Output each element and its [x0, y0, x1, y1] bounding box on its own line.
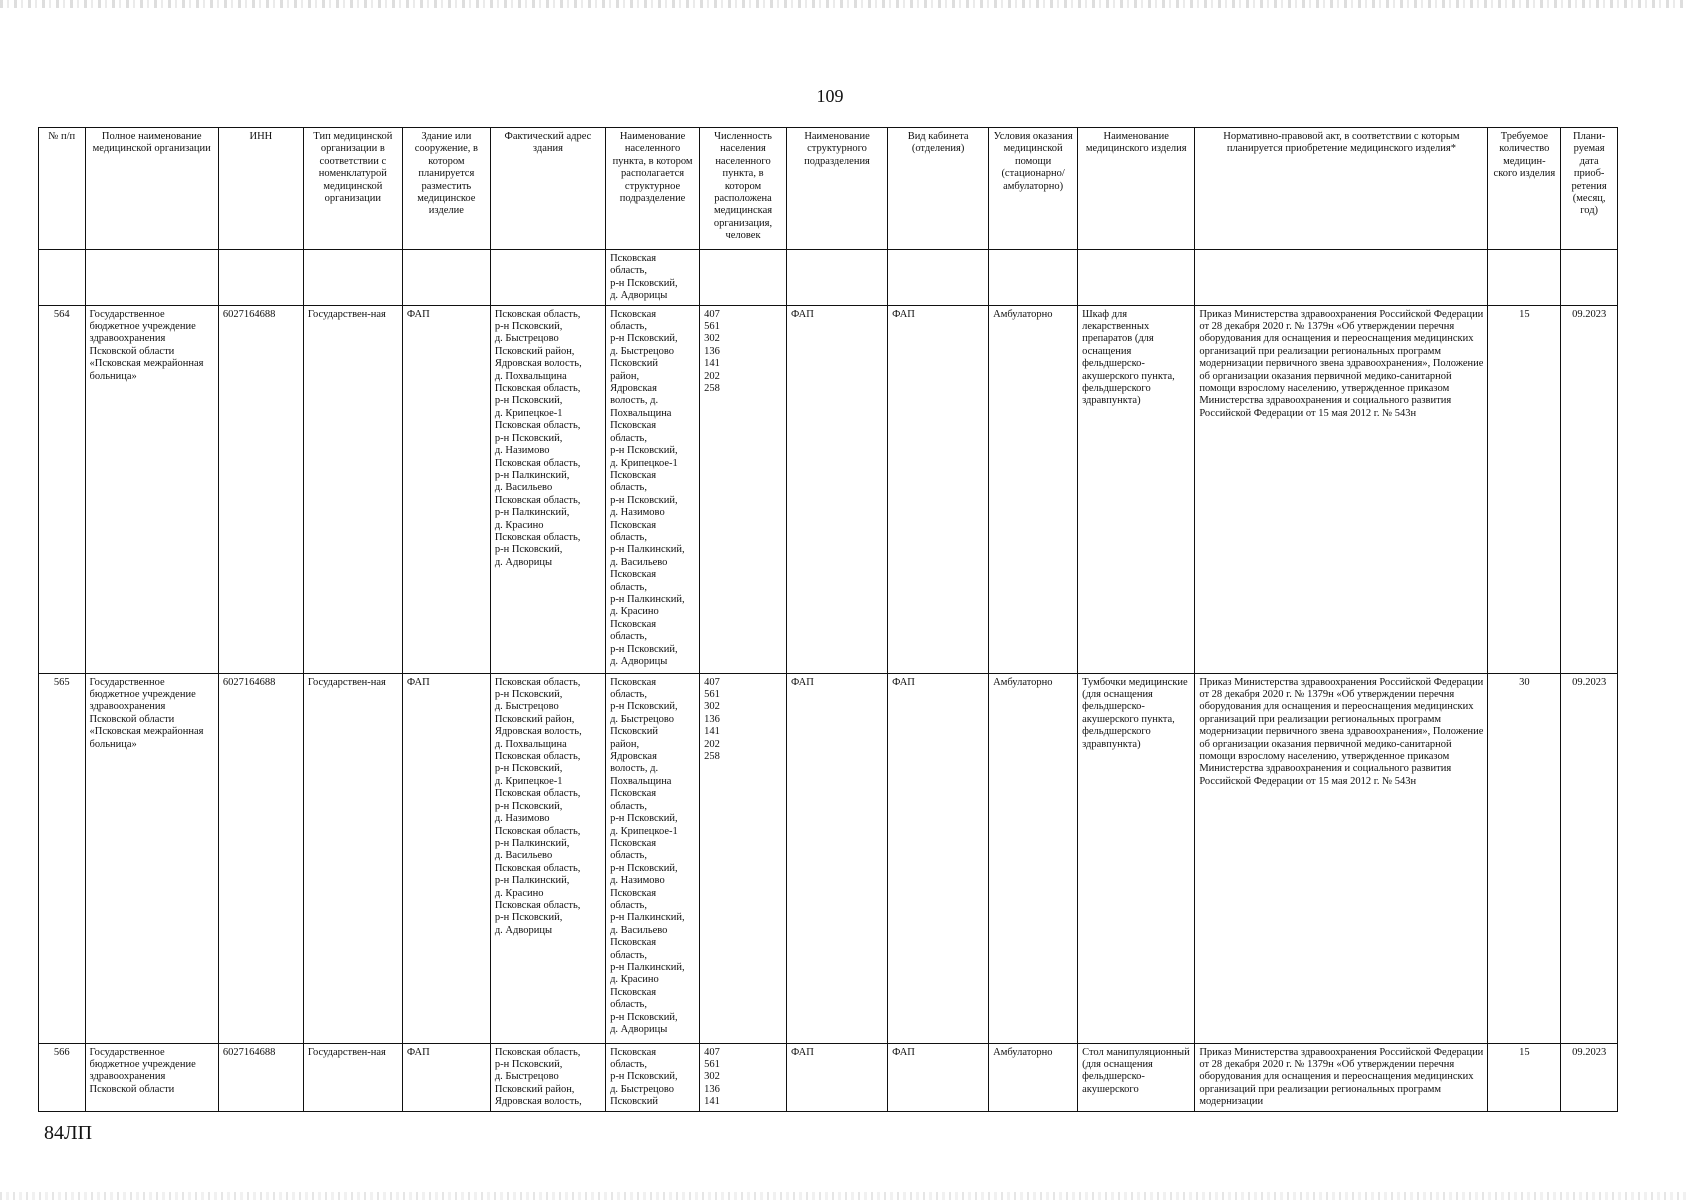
cell-address: Псковская область, р-н Псковский, д. Быстрецово Псковский район, Ядровская волость,	[490, 1043, 605, 1111]
cell-empty	[700, 250, 787, 306]
cell-empty	[786, 250, 887, 306]
col-header-subdivision: Наименование структурного подразделения	[786, 128, 887, 250]
cell-building: ФАП	[402, 1043, 490, 1111]
scan-edge-top	[0, 0, 1686, 8]
cell-date: 09.2023	[1561, 673, 1618, 1043]
col-header-date: Плани-руемая дата приоб-ретения (месяц, год)	[1561, 128, 1618, 250]
cell-empty	[490, 250, 605, 306]
cell-address: Псковская область, р-н Псковский, д. Быстрецово Псковский район, Ядровская волость, д. Похвальщина Псковская область, р-н Псковский, д. Крипецкое-1 Псковская область, р-н Псковский, д. Назимово Псковская область, р-н Палкинский, д. Васильево Псковская область, р-н Палкинский, д. Красино Псковская область, р-н Псковский, д. Адворицы	[490, 305, 605, 673]
cell-org-type: Государствен-ная	[303, 1043, 402, 1111]
col-header-number: № п/п	[39, 128, 86, 250]
table-row	[39, 1043, 1618, 1111]
cell-empty	[218, 250, 303, 306]
cell-subdivision: ФАП	[786, 305, 887, 673]
cell-number: 564	[39, 305, 86, 673]
cell-org-name: Государственное бюджетное учреждение здравоохранения Псковской области «Псковская межрайонная больница»	[85, 305, 218, 673]
cell-legal-act: Приказ Министерства здравоохранения Российской Федерации от 28 декабря 2020 г. № 1379н «Об утверждении перечня оборудования для оснащения и переоснащения медицинских организаций при реализации региональных программ модернизации первичного звена здравоохранения», Положение об организации оказания первичной медико-санитарной помощи взрослому населению, утвержденное приказом Министерства здравоохранения и социального развития Российской Федерации от 15 мая 2012 г. № 543н	[1195, 673, 1488, 1043]
cell-building: ФАП	[402, 305, 490, 673]
cell-inn: 6027164688	[218, 305, 303, 673]
table-header-row	[39, 128, 1618, 250]
col-header-org-name: Полное наименование медицинской организации	[85, 128, 218, 250]
cell-inn: 6027164688	[218, 1043, 303, 1111]
cell-legal-act: Приказ Министерства здравоохранения Российской Федерации от 28 декабря 2020 г. № 1379н «Об утверждении перечня оборудования для оснащения и переоснащения медицинских организаций при реализации региональных программ модернизации первичного звена здравоохранения», Положение об организации оказания первичной медико-санитарной помощи взрослому населению, утвержденное приказом Министерства здравоохранения и социального развития Российской Федерации от 15 мая 2012 г. № 543н	[1195, 305, 1488, 673]
cell-quantity: 15	[1488, 1043, 1561, 1111]
scan-edge-bottom	[0, 1192, 1686, 1200]
cell-number: 566	[39, 1043, 86, 1111]
page-number: 109	[816, 86, 844, 106]
cell-conditions: Амбулаторно	[989, 673, 1078, 1043]
cell-population: 407 561 302 136 141 202 258	[700, 305, 787, 673]
cell-empty	[1488, 250, 1561, 306]
table-row-continuation	[39, 250, 1618, 306]
cell-inn: 6027164688	[218, 673, 303, 1043]
cell-cabinet: ФАП	[888, 673, 989, 1043]
col-header-quantity: Требуемое количество медицин-ского изделия	[1488, 128, 1561, 250]
col-header-device: Наименование медицинского изделия	[1078, 128, 1195, 250]
cell-empty	[888, 250, 989, 306]
cell-locality: Псковская область, р-н Псковский, д. Адворицы	[606, 250, 700, 306]
col-header-locality: Наименование населенного пункта, в котором располагается структурное подразделение	[606, 128, 700, 250]
cell-locality: Псковская область, р-н Псковский, д. Быстрецово Псковский район, Ядровская волость, д. Похвальщина Псковская область, р-н Псковский, д. Крипецкое-1 Псковская область, р-н Псковский, д. Назимово Псковская область, р-н Палкинский, д. Васильево Псковская область, р-н Палкинский, д. Красино Псковская область, р-н Псковский, д. Адворицы	[606, 673, 700, 1043]
cell-empty	[85, 250, 218, 306]
col-header-inn: ИНН	[218, 128, 303, 250]
cell-org-type: Государствен-ная	[303, 305, 402, 673]
table-row	[39, 673, 1618, 1043]
cell-cabinet: ФАП	[888, 1043, 989, 1111]
cell-conditions: Амбулаторно	[989, 1043, 1078, 1111]
cell-org-name: Государственное бюджетное учреждение здравоохранения Псковской области «Псковская межрайонная больница»	[85, 673, 218, 1043]
cell-number: 565	[39, 673, 86, 1043]
cell-empty	[39, 250, 86, 306]
cell-org-name: Государственное бюджетное учреждение здравоохранения Псковской области	[85, 1043, 218, 1111]
cell-device: Стол манипуляционный (для оснащения фельдшерско-акушерского	[1078, 1043, 1195, 1111]
cell-locality: Псковская область, р-н Псковский, д. Быстрецово Псковский район, Ядровская волость, д. Похвальщина Псковская область, р-н Псковский, д. Крипецкое-1 Псковская область, р-н Псковский, д. Назимово Псковская область, р-н Палкинский, д. Васильево Псковская область, р-н Палкинский, д. Красино Псковская область, р-н Псковский, д. Адворицы	[606, 305, 700, 673]
cell-empty	[1195, 250, 1488, 306]
table-row	[39, 305, 1618, 673]
cell-address: Псковская область, р-н Псковский, д. Быстрецово Псковский район, Ядровская волость, д. Похвальщина Псковская область, р-н Псковский, д. Крипецкое-1 Псковская область, р-н Псковский, д. Назимово Псковская область, р-н Палкинский, д. Васильево Псковская область, р-н Палкинский, д. Красино Псковская область, р-н Псковский, д. Адворицы	[490, 673, 605, 1043]
cell-conditions: Амбулаторно	[989, 305, 1078, 673]
cell-locality: Псковская область, р-н Псковский, д. Быстрецово Псковский	[606, 1043, 700, 1111]
col-header-building: Здание или сооружение, в котором планируется разместить медицинское изделие	[402, 128, 490, 250]
cell-subdivision: ФАП	[786, 673, 887, 1043]
cell-population: 407 561 302 136 141 202 258	[700, 673, 787, 1043]
col-header-address: Фактический адрес здания	[490, 128, 605, 250]
cell-org-type: Государствен-ная	[303, 673, 402, 1043]
col-header-conditions: Условия оказания медицинской помощи (стационарно/ амбулаторно)	[989, 128, 1078, 250]
cell-quantity: 15	[1488, 305, 1561, 673]
cell-date: 09.2023	[1561, 1043, 1618, 1111]
document-footer-mark: 84ЛП	[44, 1122, 93, 1144]
col-header-org-type: Тип медицинской организации в соответствии с номенклатурой медицинской организации	[303, 128, 402, 250]
col-header-legal-act: Нормативно-правовой акт, в соответствии с которым планируется приобретение медицинского изделия*	[1195, 128, 1488, 250]
cell-empty	[989, 250, 1078, 306]
cell-building: ФАП	[402, 673, 490, 1043]
cell-population: 407 561 302 136 141	[700, 1043, 787, 1111]
cell-date: 09.2023	[1561, 305, 1618, 673]
cell-empty	[1078, 250, 1195, 306]
cell-device: Тумбочки медицинские (для оснащения фельдшерско-акушерского пункта, фельдшерского здравпункта)	[1078, 673, 1195, 1043]
col-header-population: Численность населения населенного пункта, в котором расположена медицинская организация, человек	[700, 128, 787, 250]
cell-device: Шкаф для лекарственных препаратов (для оснащения фельдшерско-акушерского пункта, фельдшерского здравпункта)	[1078, 305, 1195, 673]
equipment-table	[38, 127, 1618, 1112]
cell-legal-act: Приказ Министерства здравоохранения Российской Федерации от 28 декабря 2020 г. № 1379н «Об утверждении перечня оборудования для оснащения и переоснащения медицинских организаций при реализации региональных программ модернизации	[1195, 1043, 1488, 1111]
col-header-cabinet: Вид кабинета (отделения)	[888, 128, 989, 250]
cell-quantity: 30	[1488, 673, 1561, 1043]
cell-empty	[1561, 250, 1618, 306]
cell-subdivision: ФАП	[786, 1043, 887, 1111]
cell-empty	[402, 250, 490, 306]
cell-cabinet: ФАП	[888, 305, 989, 673]
cell-empty	[303, 250, 402, 306]
